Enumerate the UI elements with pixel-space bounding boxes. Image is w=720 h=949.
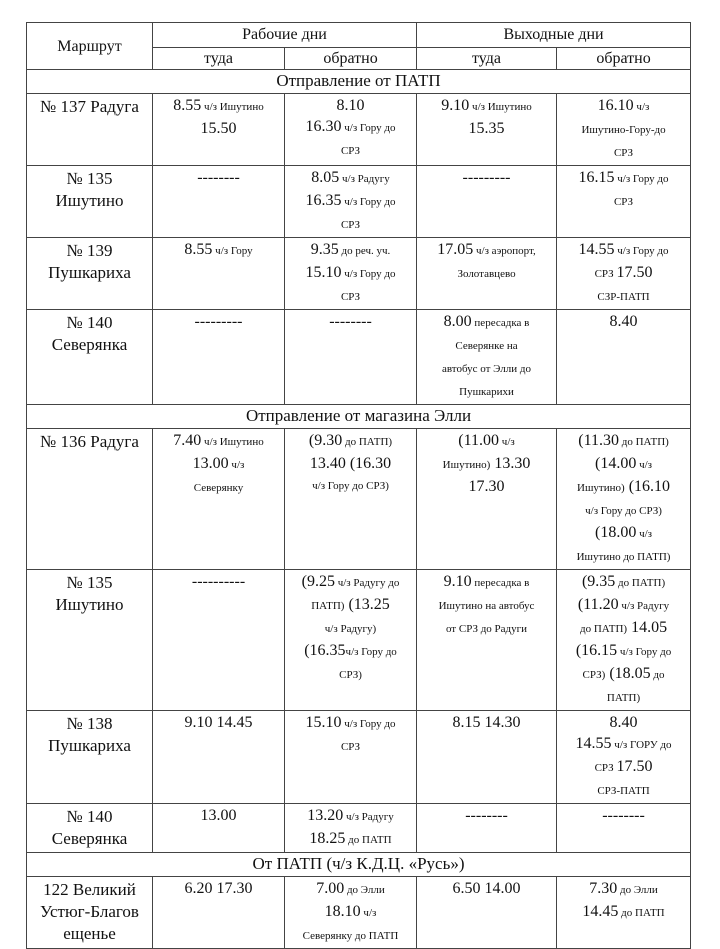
time-cell bbox=[557, 94, 691, 166]
time-value: (18.05 bbox=[605, 665, 651, 683]
time-line bbox=[155, 476, 282, 499]
route-header: Маршрут bbox=[27, 23, 153, 70]
time-value: 18.10 bbox=[324, 903, 361, 921]
time-cell bbox=[557, 804, 691, 853]
time-cell bbox=[557, 877, 691, 949]
route-line: № 140 bbox=[66, 313, 113, 333]
route-cell bbox=[27, 429, 153, 570]
time-line bbox=[287, 828, 414, 851]
time-value: (14.00 bbox=[595, 455, 637, 473]
time-line bbox=[287, 239, 414, 262]
time-line bbox=[419, 805, 554, 826]
time-line bbox=[559, 779, 688, 802]
time-value: 9.10 bbox=[441, 97, 470, 115]
time-cell bbox=[285, 310, 417, 405]
time-note: ч/з Гору до bbox=[341, 268, 396, 281]
time-value: 16.15 bbox=[578, 169, 615, 187]
time-note: Северянке на bbox=[455, 340, 518, 353]
time-line bbox=[559, 311, 688, 332]
time-line bbox=[155, 95, 282, 118]
time-value: -------- bbox=[465, 807, 508, 825]
time-note: СРЗ bbox=[340, 741, 361, 754]
time-line bbox=[287, 571, 414, 594]
time-note: ч/з bbox=[636, 459, 653, 472]
time-value: 8.10 bbox=[336, 97, 365, 115]
time-cell bbox=[153, 804, 285, 853]
time-cell bbox=[285, 429, 417, 570]
time-note: ч/з аэропорт, bbox=[473, 245, 536, 258]
time-note: Пушкарихи bbox=[459, 386, 514, 399]
time-note: ч/з Радугу bbox=[618, 600, 670, 613]
time-value: 6.20 17.30 bbox=[184, 880, 253, 898]
route-cell bbox=[27, 877, 153, 949]
time-note: ч/з Гору bbox=[212, 245, 253, 258]
time-value: 14.05 bbox=[627, 619, 668, 637]
time-value: 8.00 bbox=[443, 313, 472, 331]
time-line bbox=[559, 663, 688, 686]
route-line: Северянка bbox=[51, 829, 128, 849]
time-line bbox=[155, 571, 282, 592]
time-note: Северянку bbox=[193, 482, 244, 495]
route-line: 122 Великий bbox=[43, 880, 136, 900]
table-row bbox=[27, 804, 691, 853]
time-line bbox=[287, 712, 414, 735]
time-line bbox=[559, 190, 688, 213]
time-value: 7.00 bbox=[316, 880, 345, 898]
table-row bbox=[27, 877, 691, 949]
time-note: СРЗ bbox=[594, 268, 617, 281]
time-line bbox=[559, 594, 688, 617]
time-note: до ПАТП bbox=[345, 834, 392, 847]
time-note: СРЗ bbox=[340, 145, 361, 158]
time-cell bbox=[285, 570, 417, 711]
table-row bbox=[27, 429, 691, 570]
time-line bbox=[559, 430, 688, 453]
time-note: ч/з Ишутино bbox=[469, 101, 532, 114]
time-note: СРЗ bbox=[613, 196, 634, 209]
time-note: ч/з Гору до СРЗ) bbox=[585, 505, 662, 518]
weekdays-to-header: туда bbox=[153, 48, 285, 70]
time-value: 17.05 bbox=[437, 241, 474, 259]
time-note: Ишутино на автобус bbox=[438, 600, 535, 613]
route-line: № 135 bbox=[66, 573, 113, 593]
time-note: до ПАТП) bbox=[342, 436, 393, 449]
time-line bbox=[287, 617, 414, 640]
time-value: (16.35 bbox=[304, 642, 346, 660]
time-cell bbox=[557, 238, 691, 310]
time-cell bbox=[557, 570, 691, 711]
time-note: ч/з Гору до bbox=[341, 718, 396, 731]
route-line: Устюг-Благов bbox=[40, 902, 139, 922]
time-line bbox=[559, 167, 688, 190]
time-note: автобус от Элли до bbox=[442, 363, 532, 376]
route-line: Ишутино bbox=[55, 191, 124, 211]
route-line: Ишутино bbox=[55, 595, 124, 615]
time-cell bbox=[285, 238, 417, 310]
table-row bbox=[27, 166, 691, 238]
time-line bbox=[287, 311, 414, 332]
route-cell bbox=[27, 804, 153, 853]
time-value: 14.55 bbox=[575, 735, 612, 753]
table-row bbox=[27, 94, 691, 166]
time-value: 9.10 14.45 bbox=[184, 714, 253, 732]
time-line bbox=[419, 95, 554, 118]
time-value: 8.05 bbox=[311, 169, 340, 187]
time-line bbox=[559, 118, 688, 141]
time-value: 13.00 bbox=[200, 807, 237, 825]
time-note: ч/з Радугу bbox=[343, 811, 394, 824]
time-line bbox=[287, 805, 414, 828]
time-value: 17.50 bbox=[616, 758, 653, 776]
route-cell bbox=[27, 166, 153, 238]
weekends-back-header: обратно bbox=[557, 48, 691, 70]
time-note: Ишутино) bbox=[577, 482, 625, 495]
time-line bbox=[287, 190, 414, 213]
time-note: до Элли bbox=[344, 884, 385, 897]
time-line bbox=[559, 571, 688, 594]
time-cell bbox=[417, 804, 557, 853]
time-value: 17.30 bbox=[468, 478, 505, 496]
time-note: ч/з Гору до bbox=[341, 196, 396, 209]
time-note: до ПАТП) bbox=[579, 623, 628, 636]
time-value: 8.55 bbox=[173, 97, 202, 115]
route-line: № 135 bbox=[66, 169, 113, 189]
time-note: СЗР-ПАТП bbox=[597, 291, 650, 304]
time-line bbox=[559, 686, 688, 709]
time-cell bbox=[153, 310, 285, 405]
time-cell bbox=[153, 166, 285, 238]
weekends-header: Выходные дни bbox=[417, 23, 691, 48]
time-cell bbox=[153, 877, 285, 949]
time-note: ПАТП) bbox=[311, 600, 345, 613]
time-value: 18.25 bbox=[309, 830, 346, 848]
time-line bbox=[287, 430, 414, 453]
section-row bbox=[27, 853, 691, 877]
time-value: (16.10 bbox=[624, 478, 671, 496]
time-line bbox=[155, 878, 282, 899]
time-note: ч/з Радугу) bbox=[324, 623, 377, 636]
time-value: 16.35 bbox=[305, 192, 342, 210]
time-note: до реч. уч. bbox=[338, 245, 391, 258]
time-line bbox=[559, 499, 688, 522]
time-value: 16.30 bbox=[305, 118, 342, 136]
time-cell bbox=[153, 94, 285, 166]
time-line bbox=[419, 617, 554, 640]
time-note: ч/з bbox=[636, 528, 653, 541]
time-line bbox=[287, 116, 414, 139]
time-cell bbox=[557, 711, 691, 804]
time-line bbox=[155, 805, 282, 826]
time-value: 15.50 bbox=[200, 120, 237, 138]
time-value: 8.55 bbox=[184, 241, 213, 259]
time-note: СРЗ bbox=[594, 762, 617, 775]
route-cell bbox=[27, 570, 153, 711]
time-value: (11.20 bbox=[577, 596, 619, 614]
time-value: 15.35 bbox=[468, 120, 505, 138]
time-line bbox=[419, 334, 554, 357]
time-cell bbox=[417, 429, 557, 570]
time-note: ч/з bbox=[360, 907, 377, 920]
time-note: СРЗ bbox=[340, 291, 361, 304]
time-line bbox=[287, 878, 414, 901]
time-line bbox=[419, 476, 554, 497]
time-line bbox=[287, 285, 414, 308]
time-value: 14.45 bbox=[582, 903, 619, 921]
time-line bbox=[155, 453, 282, 476]
time-value: 17.50 bbox=[616, 264, 653, 282]
time-value: 7.40 bbox=[173, 432, 202, 450]
route-line: Северянка bbox=[51, 335, 128, 355]
weekdays-back-header: обратно bbox=[285, 48, 417, 70]
time-cell bbox=[417, 711, 557, 804]
time-note: СРЗ bbox=[613, 147, 634, 160]
time-note: Ишутино-Гору-до bbox=[581, 124, 666, 137]
route-cell bbox=[27, 94, 153, 166]
time-note: до ПАТП) bbox=[615, 577, 666, 590]
schedule-page bbox=[26, 22, 690, 949]
time-value: 15.10 bbox=[305, 264, 342, 282]
time-line bbox=[559, 640, 688, 663]
time-line bbox=[559, 878, 688, 901]
time-value: (13.25 bbox=[344, 596, 390, 614]
time-line bbox=[287, 663, 414, 686]
time-cell bbox=[417, 570, 557, 711]
time-line bbox=[419, 380, 554, 403]
route-line: Пушкариха bbox=[48, 263, 131, 283]
table-row bbox=[27, 310, 691, 405]
time-line bbox=[287, 453, 414, 474]
time-value: 7.30 bbox=[589, 880, 618, 898]
time-note: ч/з Ишутино bbox=[201, 436, 264, 449]
time-note: ч/з Ишутино bbox=[201, 101, 264, 114]
time-line bbox=[559, 95, 688, 118]
time-note: ПАТП) bbox=[606, 692, 641, 705]
time-note: до ПАТП bbox=[618, 907, 665, 920]
time-value: (11.00 bbox=[458, 432, 500, 450]
time-value: -------- bbox=[602, 807, 645, 825]
route-line: № 138 bbox=[66, 714, 113, 734]
time-cell bbox=[417, 238, 557, 310]
route-line: № 136 Радуга bbox=[40, 432, 139, 452]
time-value: 8.40 bbox=[609, 313, 638, 331]
time-line bbox=[419, 430, 554, 453]
time-note: от СРЗ до Радуги bbox=[445, 623, 528, 636]
section-title: От ПАТП (ч/з К.Д.Ц. «Русь») bbox=[27, 853, 691, 877]
route-cell bbox=[27, 238, 153, 310]
time-value: 13.40 (16.30 bbox=[309, 455, 392, 473]
time-note: ч/з Гору до bbox=[614, 173, 669, 186]
table-row bbox=[27, 570, 691, 711]
time-line bbox=[419, 262, 554, 285]
table-row bbox=[27, 238, 691, 310]
time-note: ч/з bbox=[228, 459, 245, 472]
time-line bbox=[419, 357, 554, 380]
time-value: -------- bbox=[329, 313, 372, 331]
time-value: (18.00 bbox=[595, 524, 637, 542]
time-line bbox=[155, 712, 282, 733]
time-line bbox=[559, 733, 688, 756]
time-line bbox=[419, 712, 554, 733]
time-value: 8.40 bbox=[609, 714, 638, 732]
time-cell bbox=[285, 804, 417, 853]
time-value: (9.30 bbox=[308, 432, 343, 450]
time-note: ч/з Гору до СРЗ) bbox=[312, 480, 389, 493]
time-line bbox=[559, 262, 688, 285]
route-line: Пушкариха bbox=[48, 736, 131, 756]
time-note: ч/з bbox=[499, 436, 515, 449]
time-cell bbox=[417, 94, 557, 166]
time-value: --------- bbox=[194, 313, 243, 331]
table-row bbox=[27, 711, 691, 804]
time-line bbox=[419, 453, 554, 476]
time-note: Ишутино) bbox=[442, 459, 491, 472]
route-line: № 140 bbox=[66, 807, 113, 827]
time-line bbox=[559, 712, 688, 733]
time-line bbox=[559, 141, 688, 164]
section-row bbox=[27, 405, 691, 429]
time-cell bbox=[153, 711, 285, 804]
time-note: ч/з Гору до bbox=[345, 646, 397, 659]
time-cell bbox=[417, 166, 557, 238]
time-value: 13.00 bbox=[192, 455, 229, 473]
time-line bbox=[287, 640, 414, 663]
weekends-to-header: туда bbox=[417, 48, 557, 70]
time-cell bbox=[153, 570, 285, 711]
section-row bbox=[27, 70, 691, 94]
route-line: № 137 Радуга bbox=[40, 97, 139, 117]
time-cell bbox=[557, 166, 691, 238]
time-note: до ПАТП) bbox=[618, 436, 669, 449]
time-value: 15.10 bbox=[305, 714, 342, 732]
time-value: (9.35 bbox=[581, 573, 616, 591]
time-note: ч/з Гору до bbox=[341, 122, 396, 135]
time-note: пересадка в bbox=[471, 317, 530, 330]
time-note: СРЗ-ПАТП bbox=[597, 785, 650, 798]
time-line bbox=[419, 594, 554, 617]
section-title: Отправление от ПАТП bbox=[27, 70, 691, 94]
bus-schedule-table bbox=[26, 22, 691, 949]
section-title: Отправление от магазина Элли bbox=[27, 405, 691, 429]
time-note: Северянку до ПАТП bbox=[302, 930, 399, 943]
time-line bbox=[419, 571, 554, 594]
time-cell bbox=[557, 429, 691, 570]
time-line bbox=[287, 262, 414, 285]
time-cell bbox=[285, 94, 417, 166]
time-cell bbox=[417, 877, 557, 949]
time-line bbox=[287, 139, 414, 162]
time-cell bbox=[285, 877, 417, 949]
time-line bbox=[155, 430, 282, 453]
time-note: ч/з Гору до bbox=[614, 245, 669, 258]
time-line bbox=[287, 924, 414, 947]
route-cell bbox=[27, 711, 153, 804]
time-note: СРЗ) bbox=[582, 669, 606, 682]
time-cell bbox=[285, 166, 417, 238]
time-line bbox=[155, 167, 282, 188]
time-value: 9.10 bbox=[443, 573, 472, 591]
time-value: 13.20 bbox=[307, 807, 344, 825]
time-value: (9.25 bbox=[301, 573, 335, 591]
time-note: СРЗ) bbox=[339, 669, 362, 682]
time-line bbox=[559, 805, 688, 826]
time-value: --------- bbox=[462, 169, 511, 187]
time-note: Золотавцево bbox=[457, 268, 516, 281]
time-cell bbox=[285, 711, 417, 804]
time-line bbox=[559, 239, 688, 262]
route-line: № 139 bbox=[66, 241, 113, 261]
time-line bbox=[155, 118, 282, 139]
time-value: 13.30 bbox=[490, 455, 531, 473]
time-line bbox=[419, 167, 554, 188]
schedule-body bbox=[27, 70, 691, 949]
time-line bbox=[559, 522, 688, 545]
time-cell bbox=[557, 310, 691, 405]
time-value: -------- bbox=[197, 169, 240, 187]
route-cell bbox=[27, 310, 153, 405]
time-line bbox=[559, 617, 688, 640]
time-value: 9.35 bbox=[310, 241, 339, 259]
time-note: Ишутино до ПАТП) bbox=[576, 551, 671, 564]
time-note: ч/з Радугу bbox=[339, 173, 390, 186]
route-line: ещенье bbox=[63, 924, 116, 944]
time-line bbox=[559, 476, 688, 499]
time-note: ч/з bbox=[633, 101, 650, 114]
time-line bbox=[419, 118, 554, 139]
time-line bbox=[155, 239, 282, 262]
time-value: 6.50 14.00 bbox=[452, 880, 521, 898]
time-value: 16.10 bbox=[597, 97, 634, 115]
time-cell bbox=[417, 310, 557, 405]
time-line bbox=[559, 901, 688, 924]
time-value: (16.15 bbox=[575, 642, 618, 660]
time-note: СРЗ bbox=[340, 219, 361, 232]
time-note: до bbox=[650, 669, 665, 682]
time-line bbox=[419, 311, 554, 334]
time-line bbox=[287, 95, 414, 116]
time-line bbox=[287, 474, 414, 497]
time-value: 8.15 14.30 bbox=[452, 714, 521, 732]
time-line bbox=[287, 735, 414, 758]
weekdays-header: Рабочие дни bbox=[153, 23, 417, 48]
time-value: ---------- bbox=[191, 573, 246, 591]
time-note: до Элли bbox=[617, 884, 658, 897]
time-note: пересадка в bbox=[471, 577, 530, 590]
time-line bbox=[559, 453, 688, 476]
time-line bbox=[287, 594, 414, 617]
time-line bbox=[559, 545, 688, 568]
time-line bbox=[559, 756, 688, 779]
time-cell bbox=[153, 429, 285, 570]
time-cell bbox=[153, 238, 285, 310]
time-note: ч/з Гору до bbox=[617, 646, 672, 659]
time-line bbox=[559, 285, 688, 308]
time-value: (11.30 bbox=[578, 432, 619, 450]
time-line bbox=[287, 901, 414, 924]
time-line bbox=[287, 213, 414, 236]
time-line bbox=[419, 878, 554, 899]
time-note: ч/з Радугу до bbox=[334, 577, 400, 590]
time-line bbox=[155, 311, 282, 332]
time-line bbox=[287, 167, 414, 190]
time-line bbox=[419, 239, 554, 262]
time-note: ч/з ГОРУ до bbox=[611, 739, 672, 752]
time-value: 14.55 bbox=[578, 241, 615, 259]
